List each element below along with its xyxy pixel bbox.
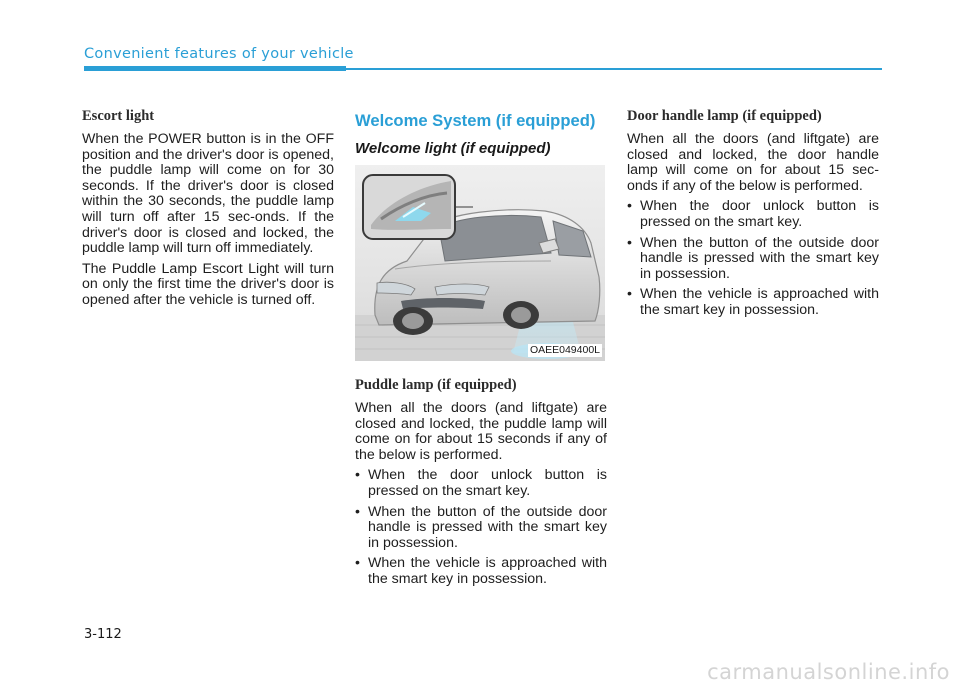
list-item: • When the vehicle is approached with the smart key in possession.	[355, 556, 607, 587]
page-number: 3-112	[84, 627, 122, 642]
column-escort-light	[82, 108, 334, 314]
door-handle-lamp-heading: Door handle lamp (if equipped)	[627, 108, 822, 124]
welcome-system-heading: Welcome System (if equipped)	[355, 111, 596, 130]
escort-light-paragraph: When the POWER button is in the OFF position and the driver's door is opened, the puddle lamp will come on for 30 seconds. If the driver's door is closed within the 30 seconds, the puddle lamp will turn off after 15 sec-onds. If the driver's door is closed and locked, the puddle lamp will turn off immediately.	[82, 131, 334, 257]
welcome-light-figure	[355, 165, 605, 361]
door-handle-lamp-intro: When all the doors (and liftgate) are closed and locked, the door handle lamp will come on for about 15 sec-onds if any of the below is performed.	[627, 131, 879, 194]
puddle-lamp-list	[355, 468, 607, 587]
list-item: • When the vehicle is approached with the smart key in possession.	[627, 287, 879, 318]
door-handle-lamp-list	[627, 199, 879, 318]
figure-code: OAEE049400L	[529, 344, 600, 356]
list-item: • When the button of the outside door handle is pressed with the smart key in possession.	[627, 236, 879, 283]
car-welcome-light-illustration	[355, 165, 605, 361]
section-title: Convenient features of your vehicle	[84, 46, 354, 62]
header-bar-accent	[84, 66, 346, 71]
escort-light-paragraph: The Puddle Lamp Escort Light will turn on only the first time the driver's door is opened after the vehicle is turned off.	[82, 260, 334, 308]
header-rule	[346, 68, 882, 70]
list-item: • When the button of the outside door handle is pressed with the smart key in possession.	[355, 505, 607, 552]
list-item: • When the door unlock button is pressed on the smart key.	[627, 199, 879, 230]
escort-light-heading: Escort light	[82, 108, 155, 124]
watermark: carmanualsonline.info	[707, 660, 950, 684]
list-item: • When the door unlock button is pressed on the smart key.	[355, 468, 607, 499]
column-door-handle-lamp	[627, 108, 879, 324]
welcome-light-heading: Welcome light (if equipped)	[355, 140, 551, 157]
puddle-lamp-intro: When all the doors (and liftgate) are closed and locked, the puddle lamp will come on for about 15 seconds if any of the below is performed.	[355, 400, 607, 463]
puddle-lamp-heading: Puddle lamp (if equipped)	[355, 377, 517, 393]
column-welcome-system	[355, 108, 607, 593]
